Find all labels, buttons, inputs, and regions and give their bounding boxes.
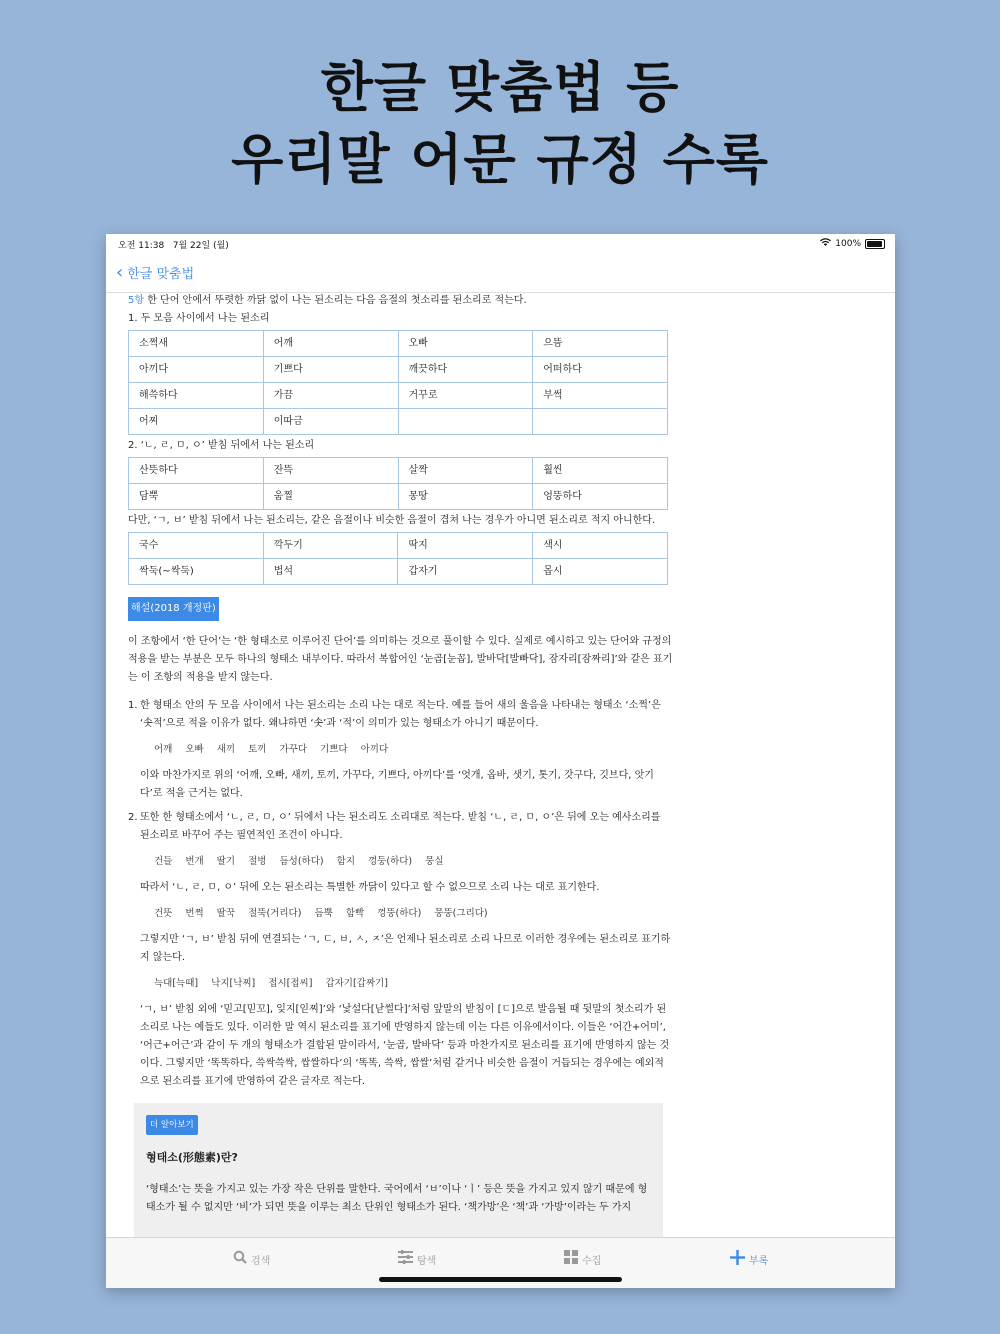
commentary-paragraph: ‘ㄱ, ㅂ’ 받침 외에 ‘믿고[믿꼬], 잊지[읻찌]’와 ‘낯설다[낟썰다]’처럼 앞말의 받침이 [ㄷ]으로 발음될 때 뒷말의 첫소리가 된소리로 나는 예들도 있다. 이러한 말 역시 된소리를 표기에 반영하지 않는데 이는 다른 이유에서이다. 이들은 ‘어간+어미’, ‘어근+어근’과 같이 두 개의 형태소가 결합된 말이라서, ‘눈곱, 발바닥’ 등과 마찬가지로 된소리를 표기에 반영하지 않는 것이다. 그렇지만 ‘똑똑하다, 쓱싹쓱싹, 쌉쌀하다’의 ‘똑똑, 쓱싹, 쌉쌀’처럼 같거나 비슷한 음절이 거듭되는 경우에는 예외적으로 된소리를 표기에 반영하여 같은 글자로 적는다. bbox=[140, 1004, 670, 1087]
tab-explore[interactable] bbox=[398, 1250, 436, 1268]
table-cell: 살짝 bbox=[398, 458, 533, 484]
commentary-paragraph: 이와 마찬가지로 위의 ‘어깨, 오빠, 새끼, 토끼, 가꾸다, 기쁘다, 아끼다’를 ‘엇개, 옵바, 샛기, 톳기, 갓구다, 깃브다, 앗기다’로 적을 근거는 없다. bbox=[140, 770, 654, 799]
tab-bar bbox=[106, 1237, 895, 1288]
navigation-bar bbox=[106, 254, 895, 293]
table-cell: 소쩍새 bbox=[129, 331, 264, 357]
table-cell: 으뜸 bbox=[533, 331, 668, 357]
table-cell: 국수 bbox=[129, 533, 264, 559]
list-item bbox=[128, 809, 673, 845]
table-cell: 엉뚱하다 bbox=[533, 484, 668, 510]
table-cell: 깍두기 bbox=[263, 533, 398, 559]
commentary-tag: 해설(2018 개정판) bbox=[128, 597, 219, 621]
table-row bbox=[129, 533, 668, 559]
table-cell: 아끼다 bbox=[129, 357, 264, 383]
status-time bbox=[118, 238, 229, 251]
sliders-icon bbox=[398, 1250, 413, 1268]
search-icon bbox=[233, 1250, 247, 1268]
table-cell: 싹둑(~싹둑) bbox=[129, 559, 264, 585]
tab-appendix[interactable] bbox=[730, 1250, 768, 1269]
subheading-2: 2. ‘ㄴ, ㄹ, ㅁ, ㅇ’ 받침 뒤에서 나는 된소리 bbox=[128, 440, 315, 451]
table-cell: 몹시 bbox=[533, 559, 668, 585]
commentary-paragraph: 따라서 ‘ㄴ, ㄹ, ㅁ, ㅇ’ 뒤에 오는 된소리는 특별한 까닭이 있다고 할 수 없으므로 소리 나는 대로 표기한다. bbox=[140, 882, 600, 893]
section-text: 한 단어 안에서 뚜렷한 까닭 없이 나는 된소리는 다음 음절의 첫소리를 된소리로 적는다. bbox=[147, 295, 527, 306]
example-words: 늑대[늑때] 낙지[낙찌] 접시[접씨] 갑자기[갑짜기] bbox=[154, 978, 388, 989]
article-content bbox=[128, 292, 673, 1257]
table-row bbox=[129, 331, 668, 357]
headline-line-1: 한글 맞춤법 등 bbox=[320, 56, 680, 119]
list-item bbox=[128, 697, 673, 733]
status-date: 7월 22일 (월) bbox=[172, 241, 229, 251]
table-row bbox=[129, 458, 668, 484]
table-cell: 어깨 bbox=[263, 331, 398, 357]
plus-icon bbox=[730, 1250, 745, 1269]
table-cell: 오빠 bbox=[398, 331, 533, 357]
table-cell: 거꾸로 bbox=[398, 383, 533, 409]
table-cell: 산뜻하다 bbox=[129, 458, 264, 484]
headline-line-2: 우리말 어문 규정 수록 bbox=[231, 128, 769, 191]
back-label: 한글 맞춤법 bbox=[127, 267, 195, 282]
back-button[interactable] bbox=[116, 263, 194, 282]
word-table-2 bbox=[128, 457, 668, 510]
example-words: 어깨 오빠 새끼 토끼 가꾸다 기쁘다 아끼다 bbox=[154, 744, 389, 755]
list-text: 또한 한 형태소에서 ‘ㄴ, ㄹ, ㅁ, ㅇ’ 뒤에서 나는 된소리도 소리대로 적는다. 받침 ‘ㄴ, ㄹ, ㅁ, ㅇ’은 뒤에 오는 예사소리를 된소리로 바꾸어 주는 필연적인 조건이 아니다. bbox=[140, 812, 661, 841]
status-time-text: 오전 11:38 bbox=[118, 241, 165, 251]
table-cell: 잔뜩 bbox=[263, 458, 398, 484]
table-cell: 해쓱하다 bbox=[129, 383, 264, 409]
tab-label: 수집 bbox=[582, 1255, 602, 1267]
grid-icon bbox=[564, 1250, 578, 1268]
table-cell: 갑자기 bbox=[398, 559, 533, 585]
table-cell: 이따금 bbox=[263, 409, 398, 435]
table-cell: 색시 bbox=[533, 533, 668, 559]
tab-search[interactable] bbox=[233, 1250, 270, 1268]
table-cell: 움찔 bbox=[263, 484, 398, 510]
table-cell: 어찌 bbox=[129, 409, 264, 435]
table-cell: 가끔 bbox=[263, 383, 398, 409]
table-cell: 부썩 bbox=[533, 383, 668, 409]
table-cell bbox=[398, 409, 533, 435]
tab-collection[interactable] bbox=[564, 1250, 601, 1268]
table-row bbox=[129, 383, 668, 409]
tab-label: 부록 bbox=[749, 1256, 769, 1267]
table-cell: 기쁘다 bbox=[263, 357, 398, 383]
table-row bbox=[129, 559, 668, 585]
promo-headline bbox=[0, 52, 1000, 196]
commentary-paragraph: 그렇지만 ‘ㄱ, ㅂ’ 받침 뒤에 연결되는 ‘ㄱ, ㄷ, ㅂ, ㅅ, ㅈ’은 언제나 된소리로 소리 나므로 이러한 경우에는 된소리로 표기하지 않는다. bbox=[140, 934, 671, 963]
table-cell: 깨끗하다 bbox=[398, 357, 533, 383]
list-number: 2. bbox=[128, 812, 138, 823]
table-row bbox=[129, 357, 668, 383]
list-text: 한 형태소 안의 두 모음 사이에서 나는 된소리는 소리 나는 대로 적는다. 예를 들어 새의 울음을 나타내는 형태소 ‘소쩍’은 ‘솟적’으로 적을 이유가 없다. 왜냐하면 ‘솟’과 ‘적’이 의미가 있는 형태소가 아니기 때문이다. bbox=[140, 700, 661, 729]
table-cell: 어떠하다 bbox=[533, 357, 668, 383]
word-table-1 bbox=[128, 330, 668, 435]
subheading-3: 다만, ‘ㄱ, ㅂ’ 받침 뒤에서 나는 된소리는, 같은 음절이나 비슷한 음절이 겹쳐 나는 경우가 아니면 된소리로 적지 아니한다. bbox=[128, 515, 656, 526]
table-row bbox=[129, 484, 668, 510]
tab-label: 탐색 bbox=[417, 1255, 437, 1267]
example-words: 건들 번개 딸기 절벙 듬성(하다) 함지 껑둥(하다) 뭉실 bbox=[154, 856, 444, 867]
commentary-paragraph: 이 조항에서 ‘한 단어’는 ‘한 형태소로 이루어진 단어’를 의미하는 것으로 풀이할 수 있다. 실제로 예시하고 있는 단어와 규정의 적용을 받는 부분은 모두 하나의 형태소 내부이다. 따라서 복합어인 ‘눈곱[눈꼽], 발바닥[발빠닥], 잠자리[잠짜리]’와 같은 표기는 이 조항의 적용을 받지 않는다. bbox=[128, 636, 673, 683]
table-cell: 딱지 bbox=[398, 533, 533, 559]
word-table-3 bbox=[128, 532, 668, 585]
battery-percent: 100% bbox=[835, 238, 861, 249]
more-info-title: 형태소(形態素)란? bbox=[146, 1151, 238, 1164]
list-number: 1. bbox=[128, 700, 138, 711]
table-cell: 법석 bbox=[263, 559, 398, 585]
status-right bbox=[820, 238, 885, 249]
more-info-box bbox=[134, 1103, 663, 1257]
section-heading bbox=[128, 292, 673, 310]
example-words: 건뜻 번쩍 딸꾹 절뚝(거리다) 듬뿍 함빡 껑뚱(하다) 뭉뚱(그리다) bbox=[154, 908, 488, 919]
chevron-left-icon: ‹ bbox=[116, 261, 124, 283]
home-indicator[interactable] bbox=[379, 1277, 622, 1282]
more-info-tag: 더 알아보기 bbox=[146, 1115, 198, 1135]
status-bar bbox=[106, 234, 895, 254]
table-cell: 훨씬 bbox=[533, 458, 668, 484]
tab-label: 검색 bbox=[251, 1255, 271, 1267]
table-cell: 몽땅 bbox=[398, 484, 533, 510]
table-row bbox=[129, 409, 668, 435]
table-cell: 담뿍 bbox=[129, 484, 264, 510]
table-cell bbox=[533, 409, 668, 435]
ipad-screen bbox=[106, 234, 895, 1288]
wifi-icon bbox=[820, 238, 831, 249]
battery-icon bbox=[865, 239, 885, 249]
section-number[interactable]: 5항 bbox=[128, 295, 145, 306]
subheading-1: 1. 두 모음 사이에서 나는 된소리 bbox=[128, 313, 270, 324]
more-info-text: ‘형태소’는 뜻을 가지고 있는 가장 작은 단위를 말한다. 국어에서 ‘ㅂ’이나 ‘ㅣ’ 등은 뜻을 가지고 있지 않기 때문에 형태소가 될 수 없지만 ‘비’가 되면 뜻을 이루는 최소 단위인 형태소가 된다. ‘책가방’은 ‘책’과 ‘가방’이라는 두 가지 bbox=[146, 1184, 648, 1213]
